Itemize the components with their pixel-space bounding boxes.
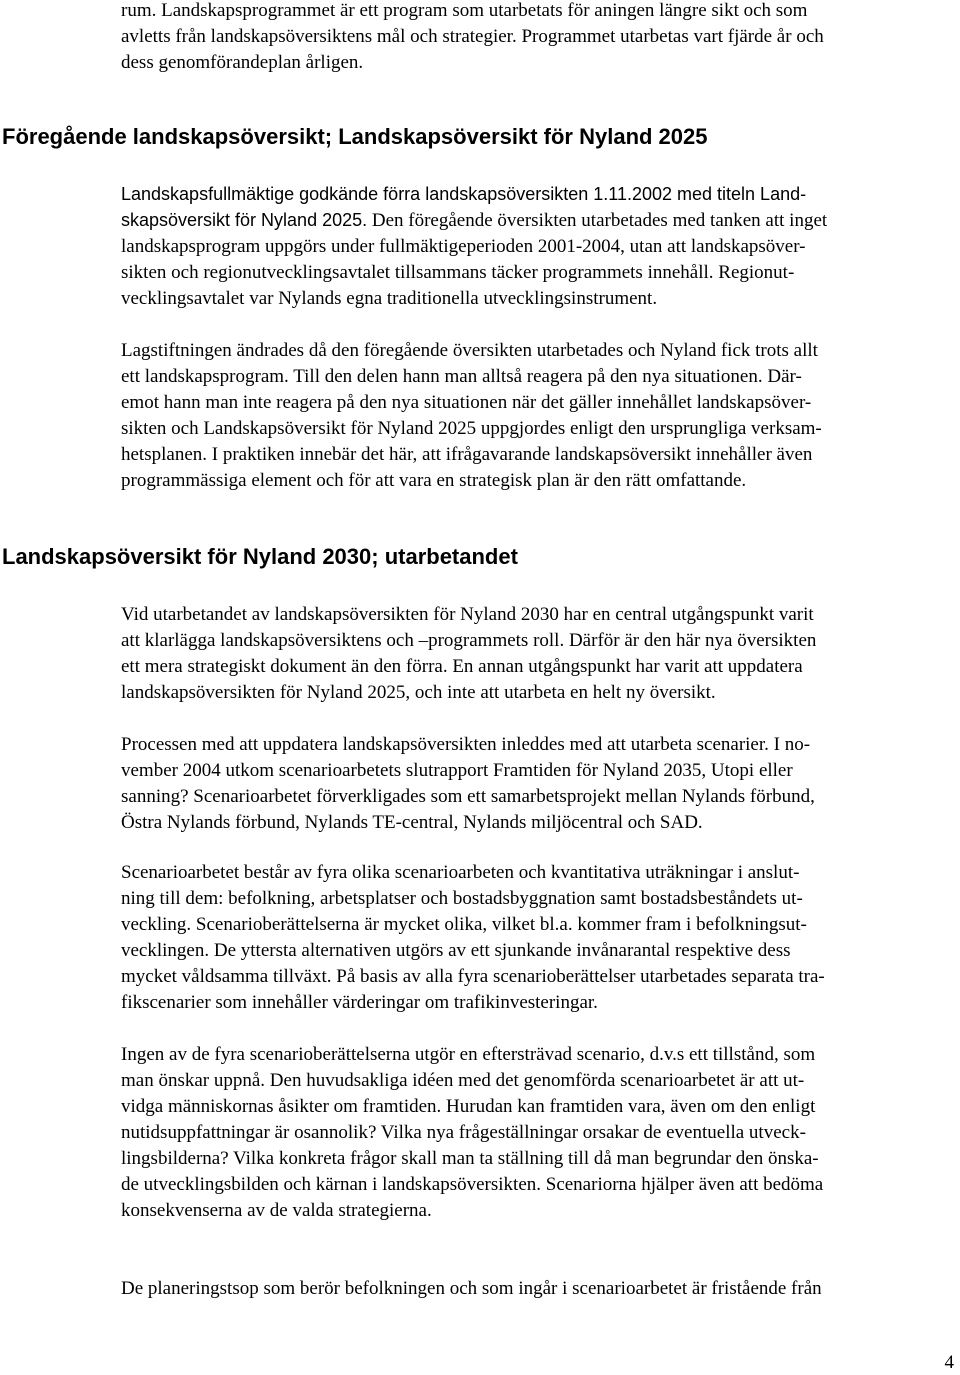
text-line: avletts från landskapsöversiktens mål och strategier. Programmet utarbetas vart fjärde år och — [121, 26, 824, 47]
text-line: Processen med att uppdatera landskapsöversikten inleddes med att utarbeta scenarier. I no- — [121, 734, 811, 755]
paragraph — [121, 732, 951, 836]
text-line — [121, 207, 951, 234]
text-line: man önskar uppnå. Den huvudsakliga idéen med det genomförda scenarioarbetet är att ut- — [121, 1070, 805, 1091]
section-heading: Landskapsöversikt för Nyland 2030; utarbetandet — [2, 544, 518, 569]
text-line: Scenarioarbetet består av fyra olika scenarioarbeten och kvantitativa uträkningar i anslut- — [121, 862, 800, 883]
text-line: ett mera strategiskt dokument än den förra. En annan utgångspunkt har varit att uppdatera — [121, 656, 803, 677]
text-line: Ingen av de fyra scenarioberättelserna utgör en eftersträvad scenario, d.v.s ett tillstånd, som — [121, 1044, 816, 1065]
text-line: konsekvenserna av de valda strategierna. — [121, 1200, 432, 1221]
paragraph — [121, 1276, 951, 1302]
paragraph — [121, 860, 951, 1016]
section-heading: Föregående landskapsöversikt; Landskapsöversikt för Nyland 2025 — [2, 124, 708, 149]
text-line: Östra Nylands förbund, Nylands TE-central, Nylands miljöcentral och SAD. — [121, 812, 703, 833]
text-line: hetsplanen. I praktiken innebär det här, att ifrågavarande landskapsöversikt innehåller även — [121, 444, 813, 465]
paragraph — [121, 338, 951, 494]
text-line: vecklingsavtalet var Nylands egna traditionella utvecklingsinstrument. — [121, 288, 658, 309]
text-line: ett landskapsprogram. Till den delen hann man alltså reagera på den nya situationen. Där- — [121, 366, 802, 387]
text-line: vidga människornas åsikter om framtiden. Hurudan kan framtiden vara, även om den enligt — [121, 1096, 816, 1117]
text-line: rum. Landskapsprogrammet är ett program som utarbetats för aningen längre sikt och som — [121, 0, 808, 21]
text-line: dess genomförandeplan årligen. — [121, 52, 364, 73]
text-line: att klarlägga landskapsöversiktens och –programmets roll. Därför är den här nya översikten — [121, 630, 817, 651]
intro-paragraph — [121, 0, 951, 76]
text-span: skapsöversikt för Nyland 2025. — [121, 210, 368, 230]
text-line: fikscenarier som innehåller värderingar om trafikinvesteringar. — [121, 992, 598, 1013]
paragraph — [121, 181, 951, 312]
text-line: ning till dem: befolkning, arbetsplatser och bostadsbyggnation samt bostadsbeståndets ut- — [121, 888, 803, 909]
text-line: veckling. Scenarioberättelserna är mycket olika, vilket bl.a. kommer fram i befolkningsut- — [121, 914, 807, 935]
text-line: Landskapsfullmäktige godkände förra landskapsöversikten 1.11.2002 med titeln Land- — [121, 184, 807, 204]
text-line: Vid utarbetandet av landskapsöversikten för Nyland 2030 har en central utgångspunkt varit — [121, 604, 814, 625]
text-line: sikten och regionutvecklingsavtalet tillsammans täcker programmets innehåll. Regionut- — [121, 262, 795, 283]
text-line: De planeringstsop som berör befolkningen och som ingår i scenarioarbetet är fristående från — [121, 1278, 822, 1299]
text-line: programmässiga element och för att vara en strategisk plan är den rätt omfattande. — [121, 470, 747, 491]
text-line: sanning? Scenarioarbetet förverkligades som ett samarbetsprojekt mellan Nylands förbund, — [121, 786, 815, 807]
text-line: vecklingen. De yttersta alternativen utgörs av ett sjunkande invånarantal respektive dess — [121, 940, 791, 961]
text-line: nutidsuppfattningar är osannolik? Vilka nya frågeställningar orsakar de eventuella utveck- — [121, 1122, 806, 1143]
text-line: lingsbilderna? Vilka konkreta frågor skall man ta ställning till då man begrundar den önska- — [121, 1148, 819, 1169]
page-number: 4 — [944, 1352, 954, 1373]
paragraph — [121, 1042, 951, 1224]
paragraph — [121, 602, 951, 706]
text-span: Den föregående översikten utarbetades med tanken att inget — [367, 210, 828, 231]
text-line: de utvecklingsbilden och kärnan i landskapsöversikten. Scenariorna hjälper även att bedöma — [121, 1174, 824, 1195]
text-line: mycket våldsamma tillväxt. På basis av alla fyra scenarioberättelser utarbetades separata tra- — [121, 966, 825, 987]
text-line: vember 2004 utkom scenarioarbetets slutrapport Framtiden för Nyland 2035, Utopi eller — [121, 760, 793, 781]
text-line: Lagstiftningen ändrades då den föregående översikten utarbetades och Nyland fick trots allt — [121, 340, 818, 361]
text-line: emot hann man inte reagera på den nya situationen när det gäller innehållet landskapsöver- — [121, 392, 812, 413]
text-line: landskapsöversikten för Nyland 2025, och inte att utarbeta en helt ny översikt. — [121, 682, 716, 703]
text-line: sikten och Landskapsöversikt för Nyland 2025 uppgjordes enligt den ursprungliga verksam- — [121, 418, 822, 439]
text-line: landskapsprogram uppgörs under fullmäktigeperioden 2001-2004, utan att landskapsöver- — [121, 236, 806, 257]
